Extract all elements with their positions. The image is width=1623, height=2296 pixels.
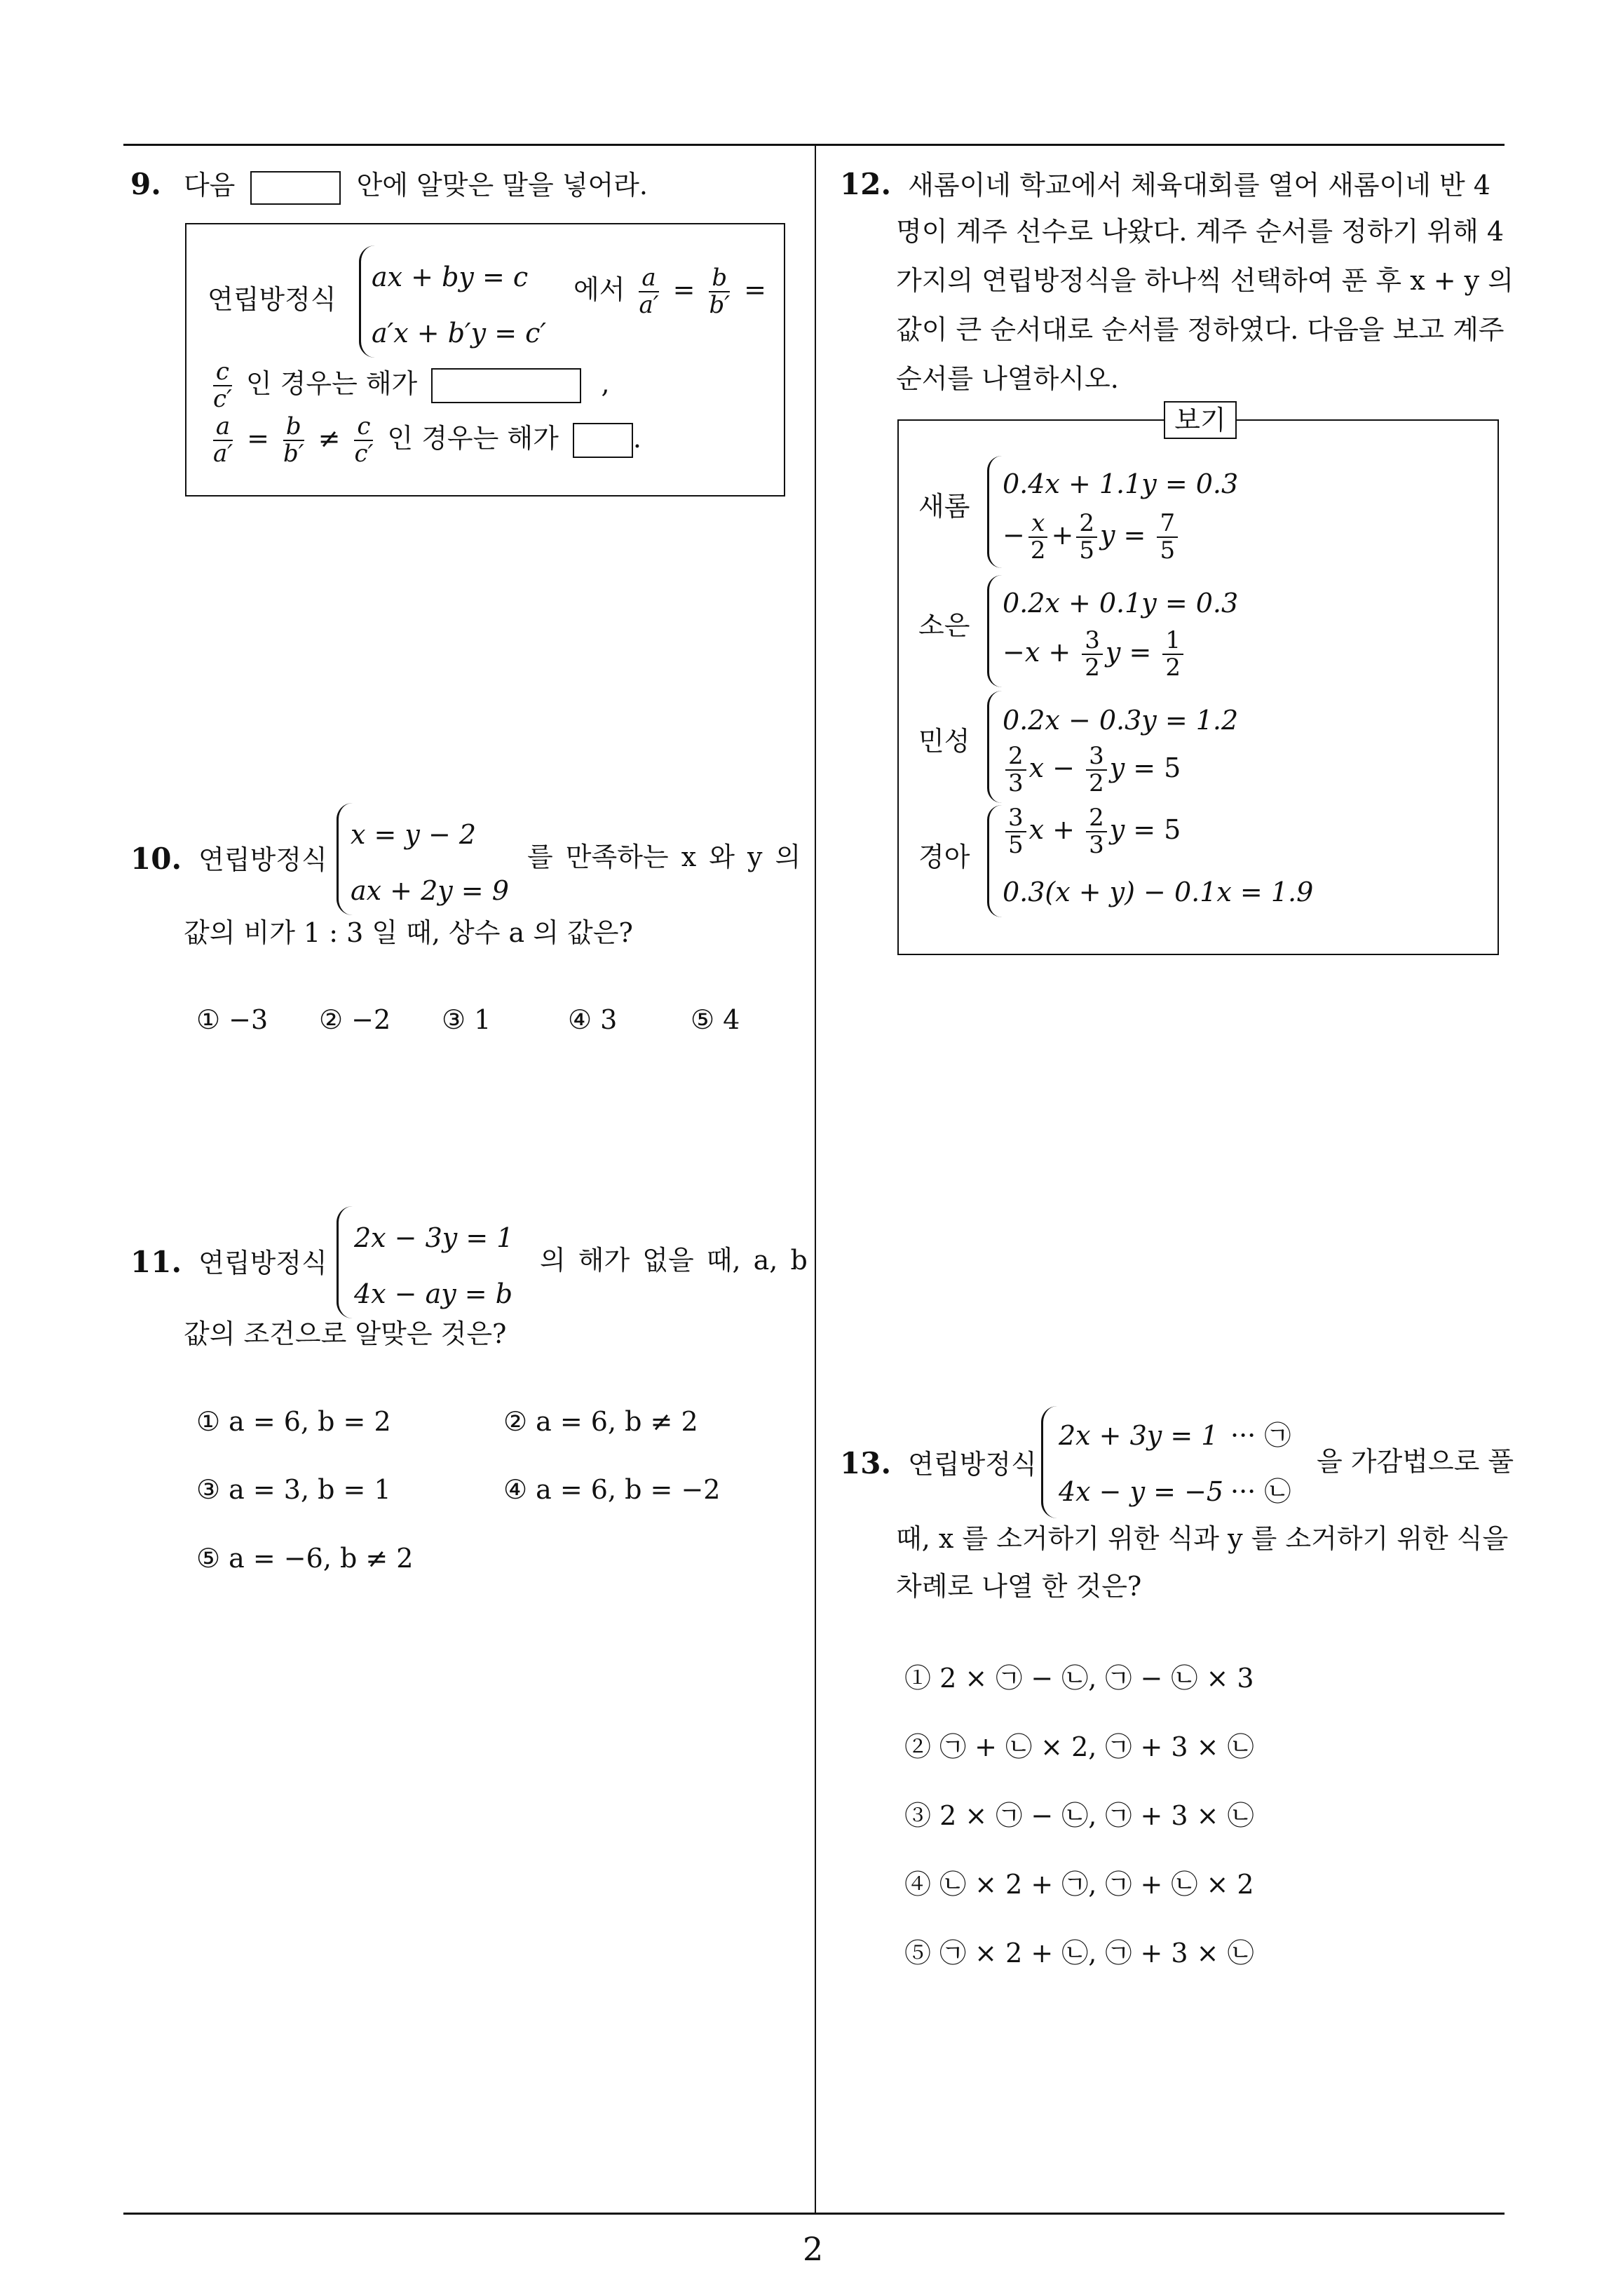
q10-choice-5[interactable]: ⑤ 4	[691, 1004, 740, 1035]
q13-eq2: 4x − y = −5	[1059, 1476, 1224, 1507]
q12-line-1: 새롬이네 학교에서 체육대회를 열어 새롬이네 반 4	[908, 170, 1490, 201]
q9-case1-text: 인 경우는 해가	[245, 367, 418, 399]
q13-choice-1[interactable]: ① 2 × ㉠ − ㉡, ㉠ − ㉡ × 3	[904, 1663, 1254, 1694]
q12-person-3-name: 민성	[918, 726, 970, 757]
q13-system-label: 연립방정식	[908, 1449, 1037, 1480]
q10-number: 10.	[130, 842, 182, 876]
q11-choice-1[interactable]: ① a = 6, b = 2	[196, 1406, 391, 1437]
q10-prompt-line2: 값의 비가 1 : 3 일 때, 상수 a 의 값은?	[184, 917, 633, 948]
q12-person-2-eq2: −x + $\frac{3}{2}$ y = $\frac{1}{2}$	[1003, 628, 1186, 682]
q9-number: 9.	[130, 167, 161, 201]
q11-system-label: 연립방정식	[198, 1248, 327, 1278]
q12-line-2: 명이 계주 선수로 나왔다. 계주 순서를 정하기 위해 4	[896, 216, 1505, 247]
q12-person-1-eq1: 0.4x + 1.1y = 0.3	[1003, 468, 1239, 499]
q12-line-3: 가지의 연립방정식을 하나씩 선택하여 푼 후 x + y 의	[896, 265, 1514, 296]
q11-choice-2[interactable]: ② a = 6, b ≠ 2	[503, 1406, 698, 1437]
q12-person-4-eq2: 0.3(x + y) − 0.1x = 1.9	[1003, 877, 1314, 907]
q9-where: 에서	[573, 274, 625, 305]
q11-choice-5[interactable]: ⑤ a = −6, b ≠ 2	[196, 1543, 414, 1574]
q11-choice-4[interactable]: ④ a = 6, b = −2	[503, 1474, 721, 1505]
q11-prompt-line1: 의 해가 없을 때, a, b	[540, 1245, 808, 1276]
q9-frac-b: $\frac{b}{b'}$	[709, 264, 731, 320]
q9-blank-1[interactable]	[431, 368, 581, 403]
q12-box-title: 보기	[1164, 401, 1237, 439]
bottom-rule	[123, 2213, 1505, 2215]
q10-choice-2[interactable]: ② −2	[319, 1004, 391, 1035]
q9-prompt-blank	[250, 171, 341, 205]
q9-eq2: a′x + b′y = c′	[372, 318, 547, 349]
q13-eq1: 2x + 3y = 1	[1059, 1420, 1218, 1451]
column-divider	[815, 144, 816, 2213]
q12-person-3-eq2: $\frac{2}{3}$ x − $\frac{3}{2}$ y = 5	[1003, 743, 1181, 797]
q13-mark1: ··· ㉠	[1230, 1420, 1291, 1451]
q10-choice-4[interactable]: ④ 3	[568, 1004, 618, 1035]
q9-frac-c: $\frac{c}{c'}$	[213, 358, 232, 414]
q13-mark2: ··· ㉡	[1230, 1476, 1291, 1507]
q12-person-4-eq1: $\frac{3}{5}$ x + $\frac{2}{3}$ y = 5	[1003, 805, 1181, 859]
q9-period: .	[632, 422, 642, 454]
q9-prompt-after: 안에 알맞은 말을 넣어라.	[356, 170, 648, 201]
q13-brace	[1041, 1406, 1057, 1518]
q12-person-1-name: 새롬	[918, 491, 970, 522]
q12-person-4-name: 경아	[918, 842, 970, 872]
q12-person-2-eq1: 0.2x + 0.1y = 0.3	[1003, 588, 1239, 619]
q9-comma: ,	[601, 367, 610, 399]
page-number: 2	[803, 2230, 824, 2268]
q11-number: 11.	[130, 1245, 182, 1279]
q11-choice-3[interactable]: ③ a = 3, b = 1	[196, 1474, 391, 1505]
q11-brace	[337, 1206, 353, 1318]
q13-choice-4[interactable]: ④ ㉡ × 2 + ㉠, ㉠ + ㉡ × 2	[904, 1869, 1254, 1900]
q12-person-2-name: 소은	[918, 610, 970, 641]
q13-prompt-line2: 때, x 를 소거하기 위한 식과 y 를 소거하기 위한 식을	[896, 1523, 1509, 1554]
q9-blank-2[interactable]	[573, 423, 633, 458]
q13-choice-2[interactable]: ② ㉠ + ㉡ × 2, ㉠ + 3 × ㉡	[904, 1731, 1254, 1762]
q12-line-4: 값이 큰 순서대로 순서를 정하였다. 다음을 보고 계주	[896, 314, 1505, 345]
q13-choice-5[interactable]: ⑤ ㉠ × 2 + ㉡, ㉠ + 3 × ㉡	[904, 1938, 1254, 1969]
q11-eq2: 4x − ay = b	[354, 1278, 513, 1309]
q11-eq1: 2x − 3y = 1	[354, 1222, 514, 1253]
q12-number: 12.	[840, 167, 892, 201]
q9-eq1: ax + by = c	[372, 262, 529, 292]
q12-person-3-eq1: 0.2x − 0.3y = 1.2	[1003, 705, 1239, 736]
q10-eq1: x = y − 2	[351, 819, 477, 850]
q13-prompt-line3: 차례로 나열 한 것은?	[896, 1571, 1142, 1602]
q9-prompt-before: 다음	[183, 170, 236, 201]
q12-line-5: 순서를 나열하시오.	[896, 363, 1119, 394]
q12-person-1-eq2: − $\frac{x}{2}$ + $\frac{2}{5}$ y = $\frac{7}{5}$	[1003, 511, 1181, 565]
q10-prompt-line1: 를 만족하는 x 와 y 의	[527, 842, 801, 872]
q13-choice-3[interactable]: ③ 2 × ㉠ − ㉡, ㉠ + 3 × ㉡	[904, 1800, 1254, 1831]
q10-choice-3[interactable]: ③ 1	[442, 1004, 491, 1035]
q9-system-label: 연립방정식	[208, 284, 337, 315]
q13-prompt-line1: 을 가감법으로 풀	[1317, 1446, 1514, 1477]
q10-system-label: 연립방정식	[198, 844, 327, 875]
q13-number: 13.	[840, 1446, 892, 1480]
q9-frac-a: $\frac{a}{a'}$	[639, 264, 659, 320]
q10-eq2: ax + 2y = 9	[351, 875, 509, 906]
q10-choice-1[interactable]: ① −3	[196, 1004, 269, 1035]
q9-case2-text: 인 경우는 해가	[387, 422, 559, 454]
q11-prompt-line2: 값의 조건으로 알맞은 것은?	[184, 1318, 507, 1349]
top-rule	[123, 144, 1505, 146]
